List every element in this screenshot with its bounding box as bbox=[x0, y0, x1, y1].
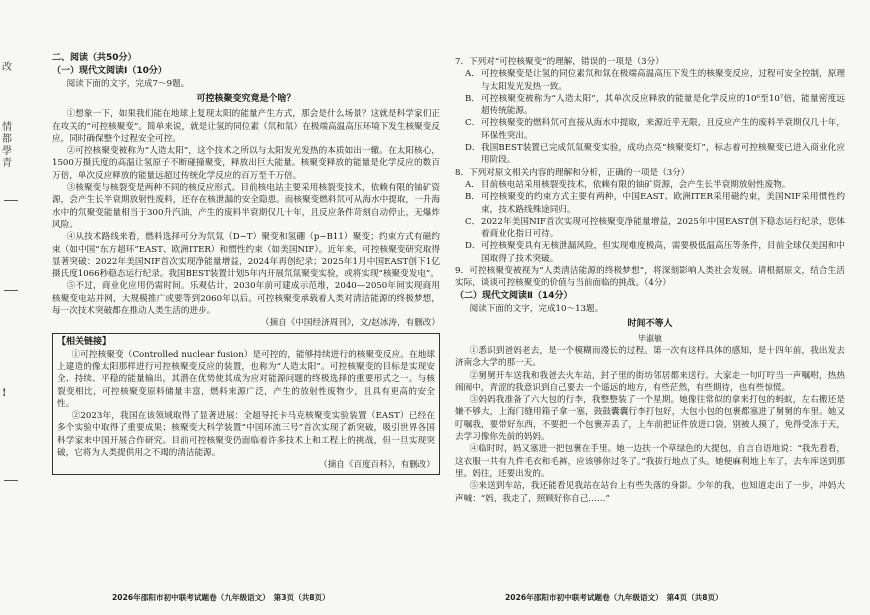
right-page bbox=[455, 56, 845, 505]
story-author: 毕淑敏 bbox=[638, 333, 662, 343]
page-footer-left: 2026年邵阳市初中联考试题卷（九年级语文） 第3页（共8页） bbox=[112, 593, 330, 602]
option-text: 可控核聚变的约束方式主要有两种，中国EAST、欧洲ITER采用磁约束，美国NIF采用惯性约束，技术路线殊途同归。 bbox=[481, 192, 845, 215]
article-paragraph: ③核聚变与核裂变是两种不同的核反应形式。目前核电站主要采用核裂变技术，依赖有限的铀矿资源，会产生长半衰期放射性废料，还存在核泄漏的安全隐患。而核聚变燃料氘可从海水中提取，一升海水中的氘聚变能量相当于300升汽油，产生的废料半衰期仅几十年，且反应条件苛刻自动停止，无爆炸风险。 bbox=[52, 183, 440, 230]
option-7c bbox=[455, 117, 845, 142]
subsection-heading: （一）现代文阅读Ⅰ（10分） bbox=[52, 66, 167, 76]
option-text: 可控核聚变是让氢的同位素氘和氚在极端高温高压下发生的核聚变反应，过程可安全控制，原理与太阳发光发热一致。 bbox=[481, 69, 845, 92]
option-key: B． bbox=[465, 93, 480, 104]
margin-mark: 青 bbox=[2, 158, 12, 169]
story-title: 时间不等人 bbox=[627, 318, 673, 329]
left-page bbox=[52, 52, 440, 475]
option-key: D． bbox=[465, 143, 481, 154]
page-footer-right: 2026年邵阳市初中联考试题卷（九年级语文） 第4页（共8页） bbox=[505, 593, 723, 602]
article-paragraph: ②可控核聚变被称为“人造太阳”，这个技术之所以与太阳发光发热的本质如出一辙。在太阳核心，1500万摄氏度的高温让氢原子不断碰撞聚变，释放出巨大能量。核聚变释放的能量是化学反应的数百万倍，单次反应释放的能量远超过传统化学反应的百万至千万倍。 bbox=[52, 146, 440, 181]
margin-rule bbox=[4, 200, 18, 201]
story-paragraph: ④临时时，妈又塞进一把包裹在手里。她一边扶一个草绿色的大提包，自言自语地说：“我先看看，这衣服一共有九件毛衣和毛裤，应该够你过冬了。”我拔行地点了头。她便麻利地上车了，去车库送到那里。妈往，还要出发的。 bbox=[455, 444, 845, 479]
margin-mark: 都 bbox=[2, 134, 12, 145]
option-8c bbox=[455, 216, 845, 241]
article-paragraph: ①想象一下，如果我们能在地球上复现太阳的能量产生方式，那会是什么场景？这就是科学家们正在攻关的“可控核聚变”。简单来说，就是让氢的同位素（氘和氚）在极端高温高压环境下发生核聚变反应，同时确保整个过程安全可控。 bbox=[52, 109, 440, 144]
question-8: 8．下列对原文相关内容的理解和分析，正确的一项是（3分） bbox=[455, 167, 690, 178]
option-text: 2022年美国NIF首次实现可控核聚变净能量增益，2025年中国EAST创下稳态运行纪录，您体着商业化指日可待。 bbox=[481, 216, 845, 240]
option-7b bbox=[455, 93, 845, 118]
related-link-paragraph: ②2023年，我国在该领域取得了显著进展：全超导托卡马克核聚变实验装置（EAST）已经在多个实验中取得了重要成果；核聚变大科学装置“中国环流三号”首次实现了新突破，吸引世界各国科学家来中国开展合作研究。目前可控核聚变仍面临着许多技术上和工程上的挑战，但一旦实现突破，它将为人类提供用之不竭的清洁能源。 bbox=[57, 411, 435, 459]
story-paragraph: ⑤来送到车站，我还能看见我站在站台上有些失落的身影。少年的我，也知道走出了一步，冲妈大声喊：“妈，我走了，照顾好你自己……” bbox=[455, 481, 845, 504]
option-key: A． bbox=[465, 69, 480, 80]
question-7: 7．下列对“可控核聚变”的理解，错误的一项是（3分） bbox=[455, 57, 664, 67]
option-key: A． bbox=[465, 179, 480, 190]
related-link-title: 【相关链接】 bbox=[57, 336, 112, 347]
option-7a bbox=[455, 68, 845, 93]
option-text: 我国BEST装置已完成氘氚聚变实验，成功点亮“核聚变灯”，标志着可控核聚变已进入商业化应用阶段。 bbox=[481, 143, 845, 166]
option-text: 可控核聚变被称为“人造太阳”，其单次反应释放的能量是化学反应的10⁶至10⁷倍，能量密度远超传统能源。 bbox=[481, 93, 845, 117]
margin-mark: 學 bbox=[2, 146, 12, 157]
related-link-box bbox=[52, 333, 440, 475]
instruction: 阅读下面的文字，完成10～13题。 bbox=[469, 303, 604, 314]
related-link-paragraph: ①可控核聚变（Controlled nuclear fusion）是可控的，能够持续进行的核聚变反应。在地球上建造的像太阳那样进行可控核聚变反应的装置，也称为“人造太阳”。可控核聚变的目标是实现安全、持续、平稳的能量输出，其潜在优势使其成为应对能源问题的终极选择的重要形式之一。与核裂变相比，可控核聚变原料储量丰富，燃料来源广泛，产生的放射性废物少，且具有更高的安全性。 bbox=[57, 349, 435, 409]
section-heading: 二、阅读（共50分） bbox=[52, 53, 137, 63]
margin-rule bbox=[4, 480, 18, 481]
option-8d bbox=[455, 240, 845, 265]
story-paragraph: ②舅舅开车送我和我爸去火车站，封子里的街坊邻居都来送行。大家走一句叮咛当一声嘱咐，热热闹闹中，青涩的我意识到自己要去一个遥远的地方，有些茫然，有些期待，也有些惊慌。 bbox=[455, 370, 845, 393]
article-paragraph: ⑤不过，商业化应用仍需时间。乐观估计，2030年前可建成示范堆，2040—2050年间实现商用核聚变电站并网，大规模推广或要等到2060年以后。可控核聚变承载着人类对清洁能源的终极梦想，每一次技术突破都在推动人类生活的进步。 bbox=[52, 281, 440, 317]
subsection-heading: （二）现代文阅读Ⅱ（14分） bbox=[455, 290, 573, 301]
option-text: 目前核电站采用核裂变技术，依赖有限的铀矿资源，会产生长半衰期放射性废物。 bbox=[481, 179, 791, 190]
margin-mark: ! bbox=[2, 388, 7, 399]
option-7d bbox=[455, 142, 845, 167]
margin-rule bbox=[4, 290, 18, 291]
story-paragraph: ①悉识到爸妈老去，是一个模糊而漫长的过程。第一次有这样具体的感知，是十四年前，我出发去济南念大学的那一天。 bbox=[455, 345, 845, 369]
option-key: B． bbox=[465, 192, 480, 203]
binding-margin bbox=[0, 0, 30, 615]
story-paragraph: ③妈妈我准备了六大包的行李，我整整装了一个星期。她像往常似的拿来打包的蚂蚁，左右搬还是嫌不够大，上海门缝用箱子拿一塞，鼓鼓囊囊行李打包好，大包小包的包裹都塞进了舅舅的车里。她又叮嘱我，要带好东西，不要把一个包裹弄丢了，上车前把证件放进口袋，别被人摸了，免得受冻于天，去学习像你先前的妈妈。 bbox=[455, 395, 845, 443]
margin-mark: 情 bbox=[2, 122, 12, 133]
article-title: 可控核聚变究竟是个啥？ bbox=[196, 94, 296, 105]
option-8b bbox=[455, 191, 845, 216]
option-key: D． bbox=[465, 241, 481, 252]
margin-mark: 改 bbox=[2, 62, 12, 73]
option-8a bbox=[455, 179, 845, 191]
instruction: 阅读下面的文字，完成7～9题。 bbox=[66, 79, 190, 89]
article-paragraph: ④从技术路线来看，燃料选择可分为氘氚（D−T）聚变和氢硼（p−B11）聚变；约束方式有磁约束（如中国“东方超环”EAST、欧洲ITER）和惯性约束（如美国NIF）。近年来，可控核聚变研究取得显著突破：2022年美国NIF首次实现净能量增益，2024年再创纪录；2025年1月中国EAST创下1亿摄氏度1066秒稳态运行纪录。我国BEST装置计划5年内开展氘氚聚变实验，或将实现“核聚变发电”。 bbox=[52, 232, 440, 280]
option-text: 可控核聚变具有无核泄漏风险，但实现难度极高，需要极低温高压等条件，目前全球仅美国和中国取得了技术突破。 bbox=[481, 241, 845, 264]
option-text: 可控核聚变的燃料氘可直接从海水中提取，来源近乎无限，且反应产生的废料半衰期仅几十年，环保性突出。 bbox=[481, 118, 845, 141]
related-link-source: （摘自《百度百科》，有删改） bbox=[318, 460, 435, 471]
question-9: 9．可控核聚变被视为“人类清洁能源的终极梦想”，将深刻影响人类社会发展。请根据原文，结合生活实际，谈谈可控核聚变的价值与当前面临的挑战。（4分） bbox=[455, 266, 845, 289]
article-source: （摘自《中国经济周刊》，文/赵冰涛，有删改） bbox=[260, 318, 440, 329]
option-key: C． bbox=[465, 216, 481, 227]
option-key: C． bbox=[465, 118, 481, 129]
